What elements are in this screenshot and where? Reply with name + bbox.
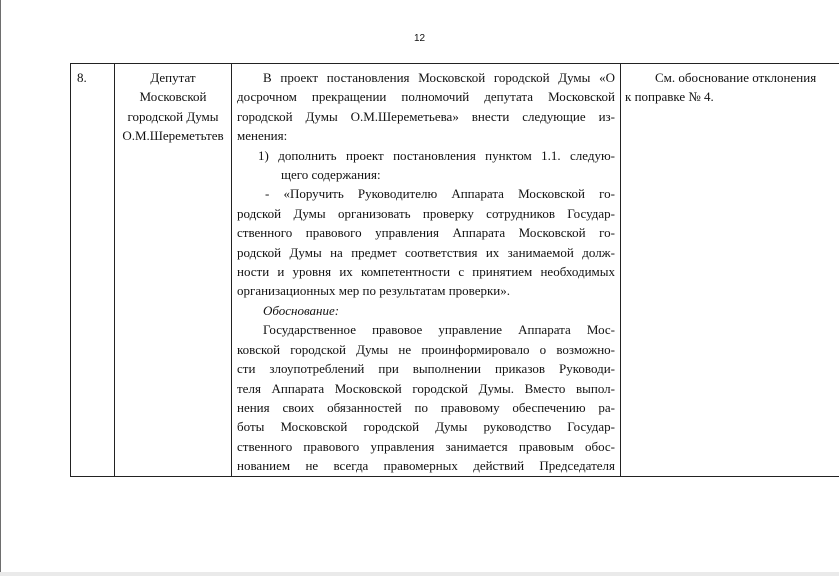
proposal-intro-line: городской Думы О.М.Шереметьева» внести следующие из- [237, 108, 615, 124]
quote-line: организационных мер по результатам проверки». [237, 283, 510, 299]
proposal-item-line: 1) дополнить проект постановления пунктом 1.1. следую- [258, 147, 615, 163]
justification-line: теля Аппарата Московской городской Думы. Вместо выпол- [237, 380, 615, 396]
page-number: 12 [413, 33, 426, 44]
author-cell [115, 64, 232, 477]
row-number-cell [71, 64, 115, 477]
table-row [71, 64, 839, 477]
author-line: городской Думы [127, 108, 219, 124]
proposal-cell [232, 64, 621, 477]
proposal-intro-line: менения: [237, 128, 288, 144]
justification-line: сти злоупотреблений при выполнении приказов Руководи- [237, 361, 615, 377]
quote-line: родской Думы на предмет соответствия их занимаемой долж- [237, 244, 615, 260]
justification-line: нованием не всегда правомерных действий Председателя [237, 458, 615, 474]
author-line: Московской [139, 89, 207, 105]
quote-line: ности и уровня их компетентности с принятием необходимых [237, 264, 615, 280]
justification-line: Государственное правовое управление Аппарата Мос- [263, 322, 615, 338]
justification-line: ковской городской Думы не проинформировало о возможно- [237, 341, 615, 357]
justification-line: боты Московской городской Думы руководство Государ- [237, 419, 615, 435]
proposal-intro-line: досрочном прекращении полномочий депутата Московской [237, 89, 615, 105]
justification-line: ственного правового управления занимается правовым обос- [237, 438, 615, 454]
quote-line: - «Поручить Руководителю Аппарата Московской го- [265, 186, 615, 202]
quote-line: ственного правового управления Аппарата Московской го- [237, 225, 615, 241]
author-line: Депутат [150, 70, 196, 85]
row-number: 8. [77, 70, 87, 85]
justification-label: Обоснование: [263, 302, 340, 318]
author-line: О.М.Шереметьтев [122, 128, 224, 144]
page-bottom-shadow [0, 572, 839, 576]
response-line: к поправке № 4. [625, 89, 714, 105]
response-line: См. обоснование отклонения [655, 70, 817, 85]
proposal-item-line: щего содержания: [281, 167, 381, 183]
response-cell [621, 64, 839, 477]
proposal-intro-line: В проект постановления Московской городской Думы «О [263, 70, 615, 85]
page-left-border [0, 0, 1, 576]
amendments-table [70, 63, 839, 477]
justification-line: нения своих обязанностей по правовому обеспечению ра- [237, 399, 615, 415]
quote-line: родской Думы организовать проверку сотрудников Государ- [237, 205, 615, 221]
